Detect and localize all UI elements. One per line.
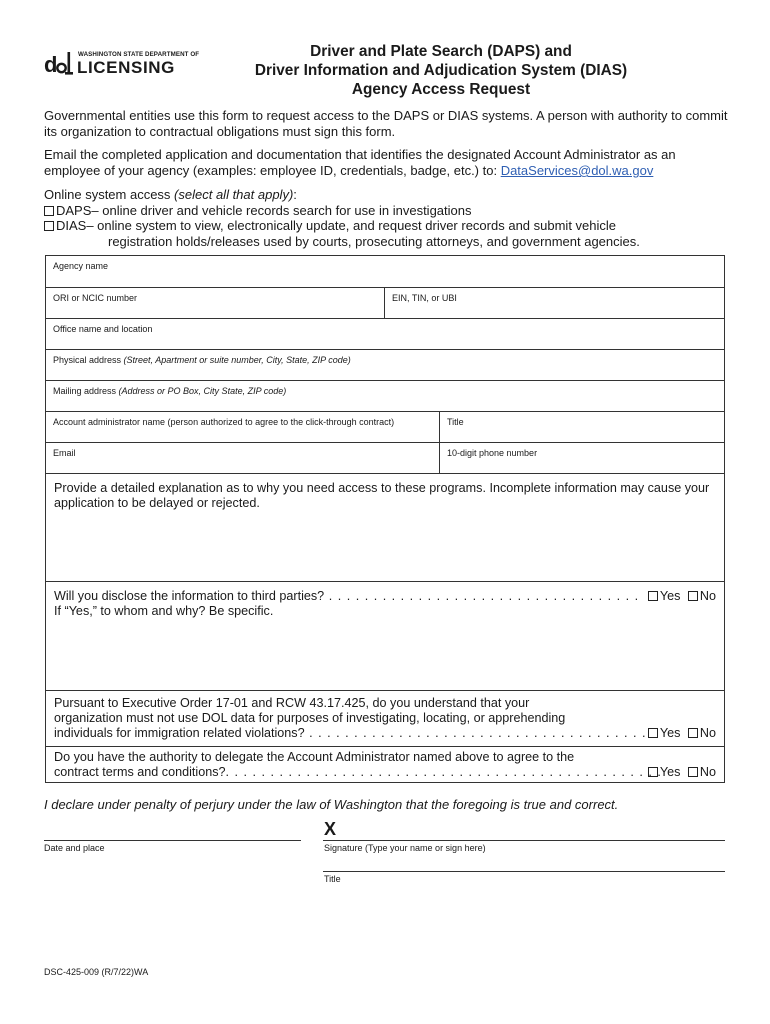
dol-logo-icon: [44, 48, 74, 78]
perjury-declaration: I declare under penalty of perjury under the law of Washington that the foregoing is true and correct.: [44, 797, 619, 812]
physical-address-field[interactable]: [46, 350, 724, 381]
office-field[interactable]: [46, 319, 724, 350]
mailing-address-note: (Address or PO Box, City State, ZIP code): [118, 386, 287, 396]
executive-order-no-checkbox[interactable]: [688, 728, 698, 738]
access-heading-text: Online system access: [44, 187, 175, 202]
admin-title-field[interactable]: [439, 412, 724, 442]
third-party-question: [54, 589, 639, 604]
phone-field[interactable]: [439, 443, 724, 473]
header: [44, 40, 744, 102]
dias-option[interactable]: [44, 218, 616, 234]
third-party-dots: . . . . . . . . . . . . . . . . . . . . . . . . . . . . . . . . . . .: [324, 589, 640, 603]
email-field[interactable]: [46, 443, 439, 473]
signature-label: Signature (Type your name or sign here): [324, 843, 486, 853]
daps-checkbox[interactable]: [44, 206, 54, 216]
executive-order-answer: [648, 726, 716, 740]
authority-yes-checkbox[interactable]: [648, 767, 658, 777]
authority-yes-label: Yes: [659, 765, 681, 779]
signer-title-label: Title: [324, 874, 341, 884]
authority-line-1: Do you have the authority to delegate the Account Administrator named above to agree to the: [54, 750, 575, 764]
third-party-followup: If “Yes,” to whom and why? Be specific.: [54, 604, 274, 618]
data-services-email-link[interactable]: DataServices@dol.wa.gov: [500, 163, 654, 178]
agency-form: [45, 255, 725, 783]
third-party-yes-label: Yes: [659, 589, 681, 603]
svg-text:d: d: [44, 52, 58, 77]
admin-name-field[interactable]: [46, 412, 439, 442]
authority-line-2: [54, 765, 662, 780]
agency-name-label: Agency name: [53, 261, 109, 271]
logo-dept-text: WASHINGTON STATE DEPARTMENT OF: [78, 51, 200, 58]
admin-row: [46, 412, 724, 443]
daps-label: DAPS– online driver and vehicle records search for use in investigations: [56, 203, 472, 218]
mailing-address-label: [46, 381, 724, 396]
authority-line-2-text: contract terms and conditions?: [54, 765, 226, 779]
intro-paragraph: Governmental entities use this form to request access to the DAPS or DIAS systems. A person with authority to commit its organization to contractual obligations must sign this form.: [44, 108, 728, 139]
office-label: Office name and location: [53, 324, 153, 334]
signer-title-line[interactable]: [323, 871, 725, 872]
ori-label: ORI or NCIC number: [53, 293, 138, 303]
physical-address-label: [46, 350, 724, 365]
third-party-question-text: Will you disclose the information to third parties?: [54, 589, 325, 603]
ori-field[interactable]: [46, 288, 384, 318]
page-title: [186, 42, 696, 99]
dias-checkbox[interactable]: [44, 221, 54, 231]
signature-line[interactable]: [323, 840, 725, 841]
executive-order-line-2: organization must not use DOL data for purposes of investigating, locating, or apprehending: [54, 711, 566, 725]
date-place-label: Date and place: [44, 843, 105, 853]
signature-x-mark: X: [324, 819, 337, 839]
title-line-3: Agency Access Request: [351, 81, 531, 98]
physical-address-note: (Street, Apartment or suite number, City, State, ZIP code): [123, 355, 351, 365]
authority-no-label: No: [699, 765, 716, 779]
executive-order-line-1: Pursuant to Executive Order 17-01 and RCW 43.17.425, do you understand that your: [54, 696, 530, 710]
physical-address-text: Physical address: [53, 355, 124, 365]
authority-no-checkbox[interactable]: [688, 767, 698, 777]
explanation-field[interactable]: [46, 474, 724, 582]
access-heading-note: (select all that apply): [174, 187, 294, 202]
form-number: DSC-425-009 (R/7/22)WA: [44, 967, 149, 977]
executive-order-yes-checkbox[interactable]: [648, 728, 658, 738]
executive-order-yes-label: Yes: [659, 726, 681, 740]
daps-option[interactable]: [44, 203, 472, 219]
email-label: Email: [53, 448, 76, 458]
executive-order-line-3-text: individuals for immigration related violations?: [54, 726, 305, 740]
date-place-line[interactable]: [44, 840, 301, 841]
access-heading-colon: :: [293, 187, 297, 202]
executive-order-section: [46, 691, 724, 747]
title-line-1: Driver and Plate Search (DAPS) and: [310, 43, 572, 60]
email-instructions-text: Email the completed application and documentation that identifies the designated Account Administrator as an employee of your agency (examples: employee ID, credentials, badge, etc.) to:: [44, 147, 676, 178]
authority-section: [46, 747, 724, 782]
authority-answer: [648, 765, 716, 779]
executive-order-dots: . . . . . . . . . . . . . . . . . . . . . . . . . . . . . . . . . . . . . .: [304, 726, 647, 740]
logo-licensing-text: LICENSING: [77, 58, 175, 77]
ein-label: EIN, TIN, or UBI: [392, 293, 457, 303]
executive-order-no-label: No: [699, 726, 716, 740]
phone-label: 10-digit phone number: [447, 448, 538, 458]
email-instructions: [44, 147, 734, 179]
dol-logo: [44, 48, 200, 78]
executive-order-line-3: [54, 726, 647, 741]
admin-title-label: Title: [447, 417, 464, 427]
title-line-2: Driver Information and Adjudication System (DIAS): [254, 62, 628, 79]
mailing-address-text: Mailing address: [53, 386, 119, 396]
explanation-prompt: Provide a detailed explanation as to why you need access to these programs. Incomplete information may cause your application to be delayed or rejected.: [54, 481, 710, 510]
third-party-section[interactable]: [46, 582, 724, 691]
dias-label: DIAS– online system to view, electronically update, and request driver records and submit vehicle: [56, 218, 617, 233]
third-party-no-label: No: [699, 589, 716, 603]
admin-name-label: Account administrator name (person authorized to agree to the click-through contract): [53, 417, 395, 427]
agency-name-field[interactable]: [46, 256, 724, 288]
mailing-address-field[interactable]: [46, 381, 724, 412]
third-party-no-checkbox[interactable]: [688, 591, 698, 601]
authority-dots: . . . . . . . . . . . . . . . . . . . . . . . . . . . . . . . . . . . . . . . . . . . . . . . . .: [225, 765, 662, 779]
third-party-answer: [648, 589, 716, 603]
ori-ein-row: [46, 288, 724, 319]
ein-field[interactable]: [384, 288, 724, 318]
dias-label-continuation: registration holds/releases used by courts, prosecuting attorneys, and government agencies.: [108, 234, 640, 249]
contact-row: [46, 443, 724, 474]
access-heading: [44, 187, 734, 203]
third-party-yes-checkbox[interactable]: [648, 591, 658, 601]
